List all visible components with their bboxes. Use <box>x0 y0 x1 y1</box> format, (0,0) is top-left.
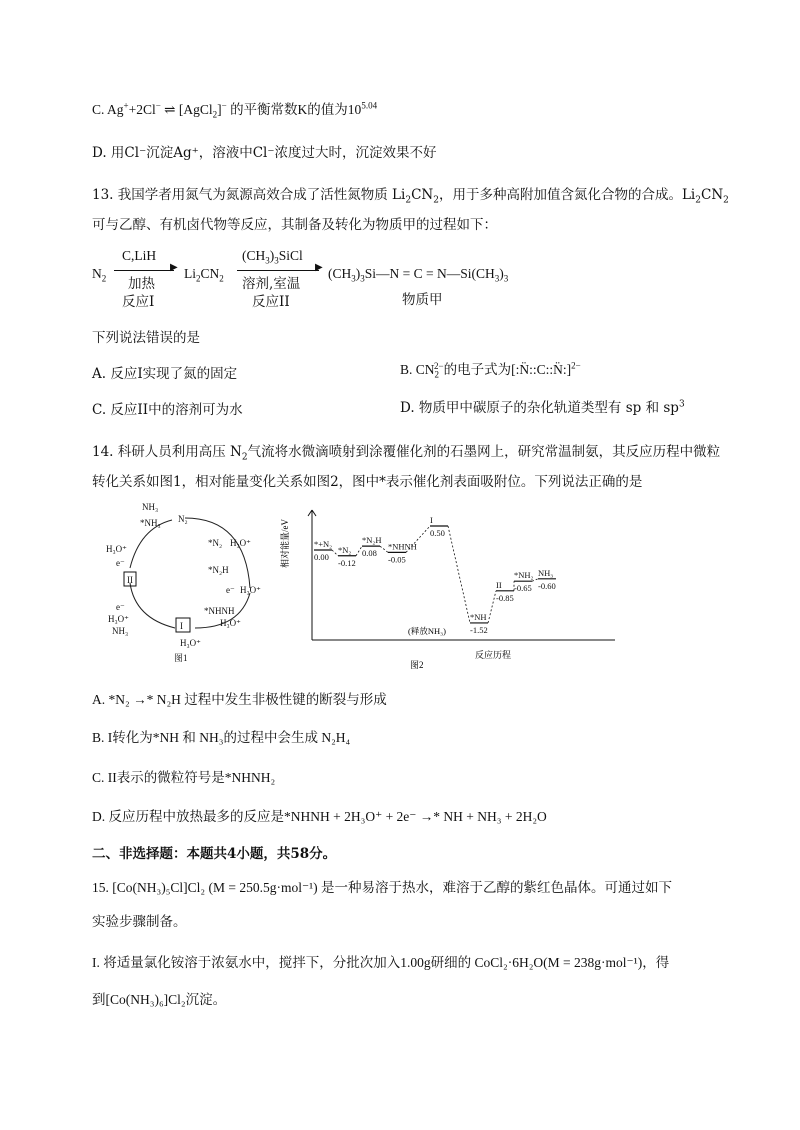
svg-text:*N₂: *N₂ <box>208 538 223 548</box>
svg-text:e⁻: e⁻ <box>116 602 125 612</box>
scheme-r2-reagent: $(CH_3)_3SiCl$ <box>242 248 303 266</box>
energy-level-value: -0.05 <box>388 554 406 565</box>
energy-level-value: -1.52 <box>470 624 488 635</box>
scheme-r1-reagent: C,LiH <box>122 248 157 263</box>
q15-line1: 15. [Co(NH₃)₅Cl]Cl₂ (M = 250.5g·mol⁻¹) 是一种易溶于热水，难溶于乙醇的紫红色晶体。可通过如下 <box>92 880 673 895</box>
q15-line2: 实验步骤制备。 <box>92 914 187 930</box>
energy-connector <box>488 591 496 623</box>
energy-level-value: 0.00 <box>314 552 329 562</box>
energy-level-value: -0.12 <box>338 557 356 568</box>
energy-level-label: I <box>430 515 433 525</box>
energy-connector <box>380 546 388 552</box>
energy-connector <box>448 526 470 623</box>
scheme-r1-label: 反应I <box>122 294 155 310</box>
energy-level-value: -0.65 <box>514 583 532 594</box>
q14-figure-1 <box>100 498 290 668</box>
energy-level-label: *+N₂ <box>314 539 333 549</box>
svg-text:H₃O⁺: H₃O⁺ <box>240 585 261 595</box>
svg-text:*N₂H: *N₂H <box>208 565 229 575</box>
q15-step1-line2: 到[Co(NH₃)₆]Cl₂沉淀。 <box>92 992 227 1007</box>
q14-stem-line2: 转化关系如图1，相对能量变化关系如图2，图中*表示催化剂表面吸附位。下列说法正确的是 <box>92 474 643 490</box>
q13-stem-line1: 13. 我国学者用氮气为氮源高效合成了活性氮物质 $Li_2CN_2$，用于多种高附加值含氮化合物的合成。$Li_2CN_2$ <box>92 187 729 206</box>
q13-question: 下列说法错误的是 <box>92 330 200 346</box>
q14-option-b: B. I转化为*NH 和 NH₃的过程中会生成 N₂H₄ <box>92 730 351 745</box>
energy-level-label: *NH₂ <box>514 570 534 581</box>
svg-text:I: I <box>180 621 183 631</box>
svg-text:e⁻: e⁻ <box>116 558 125 568</box>
energy-level-label: *N₂H <box>362 535 382 546</box>
scheme-arrow2 <box>237 270 319 271</box>
q14-option-a: A. *N₂ →* N₂H 过程中发生非极性键的断裂与形成 <box>92 692 387 707</box>
fig2-ylabel: 相对能量/eV <box>280 519 290 568</box>
svg-text:H₃O⁺: H₃O⁺ <box>220 618 241 628</box>
svg-text:N₂: N₂ <box>178 514 188 524</box>
energy-level-value: 0.08 <box>362 548 377 559</box>
svg-text:NH₃: NH₃ <box>112 626 129 636</box>
q14-option-c: C. II表示的微粒符号是*NHNH₂ <box>92 770 276 785</box>
q12-option-d: D. 用Cl⁻沉淀Ag⁺，溶液中Cl⁻浓度过大时，沉淀效果不好 <box>92 145 437 161</box>
energy-level-label: II <box>496 579 502 590</box>
arrow-head-icon: ▶ <box>315 262 323 273</box>
q15-step1-line1: I. 将适量氯化铵溶于浓氨水中，搅拌下，分批次加入1.00g研细的 CoCl₂·6H₂O(M = 238g·mol⁻¹)，得 <box>92 955 670 970</box>
scheme-r2-label: 反应II <box>252 294 290 310</box>
svg-text:H₃O⁺: H₃O⁺ <box>106 544 127 554</box>
svg-text:*NHNH: *NHNH <box>204 606 235 616</box>
arrow-head-icon: ▶ <box>170 262 178 273</box>
energy-level-value: -0.85 <box>496 592 514 603</box>
fig2-release-note: (释放NH₃) <box>408 626 446 636</box>
section-heading: 二、非选择题：本题共4小题，共58分。 <box>92 846 337 862</box>
energy-level-label: *NHNH <box>388 541 417 552</box>
svg-text:H₃O⁺: H₃O⁺ <box>108 614 129 624</box>
svg-text:H₃O⁺: H₃O⁺ <box>180 638 201 648</box>
q14-stem-line1: 14. 科研人员利用高压 $N_2$气流将水微滴喷射到涂覆催化剂的石墨网上，研究常温制氨，其反应历程中微粒 <box>92 444 721 463</box>
energy-level-label: *N₂ <box>338 544 352 555</box>
svg-text:*NH₃: *NH₃ <box>140 518 161 528</box>
energy-level-label: *NH <box>470 611 487 622</box>
energy-level-value: 0.50 <box>430 528 445 538</box>
scheme-product: $(CH_3)_3Si—N = C$ = $N—Si(CH_3)_3$ <box>328 266 509 284</box>
svg-text:II: II <box>127 575 133 585</box>
fig2-caption: 图2 <box>410 660 424 670</box>
svg-text:e⁻: e⁻ <box>226 585 235 595</box>
equilibrium-arrow-icon: ⇌ <box>164 102 176 117</box>
energy-level-label: NH₃ <box>538 567 554 578</box>
q13-option-a: A. 反应I实现了氮的固定 <box>92 366 238 382</box>
q13-reaction-scheme <box>92 248 652 308</box>
q14-option-d: D. 反应历程中放热最多的反应是*NHNH + 2H₃O⁺ + 2e⁻ →* NH + NH₃ + 2H₂O <box>92 809 547 824</box>
fig1-nh3-top: NH₃ <box>142 502 159 512</box>
fig2-xlabel: 反应历程 <box>475 650 512 660</box>
q13-stem-line2: 可与乙醇、有机卤代物等反应，其制备及转化为物质甲的过程如下： <box>92 217 497 233</box>
scheme-arrow1 <box>114 270 174 271</box>
q13-option-b: B. $CN_2^{2-}$的电子式为[:N̈::C::N̈:]$^{2-}$ <box>400 360 581 380</box>
scheme-r1-condition: 加热 <box>128 276 155 292</box>
svg-text:H₃O⁺: H₃O⁺ <box>230 538 251 548</box>
cycle-arc-right <box>185 518 250 588</box>
fig1-caption: 图1 <box>174 653 188 663</box>
scheme-product-label: 物质甲 <box>402 292 443 308</box>
cycle-arc-left <box>130 583 175 628</box>
scheme-li2cn2: $Li_2CN_2$ <box>184 266 224 284</box>
energy-level-value: -0.60 <box>538 580 556 591</box>
q14-figure-2 <box>280 500 620 670</box>
q13-option-c: C. 反应II中的溶剂可为水 <box>92 402 243 418</box>
q13-option-d: D. 物质甲中碳原子的杂化轨道类型有 sp 和 $sp^3$ <box>400 399 685 416</box>
q12-option-c: C. Ag++2Cl− ⇌ [AgCl$_2$]− 的平衡常数K的值为$10^{5.04}$ <box>92 100 378 120</box>
scheme-r2-condition: 溶剂,室温 <box>242 276 301 292</box>
scheme-n2: $N_2$ <box>92 266 107 284</box>
